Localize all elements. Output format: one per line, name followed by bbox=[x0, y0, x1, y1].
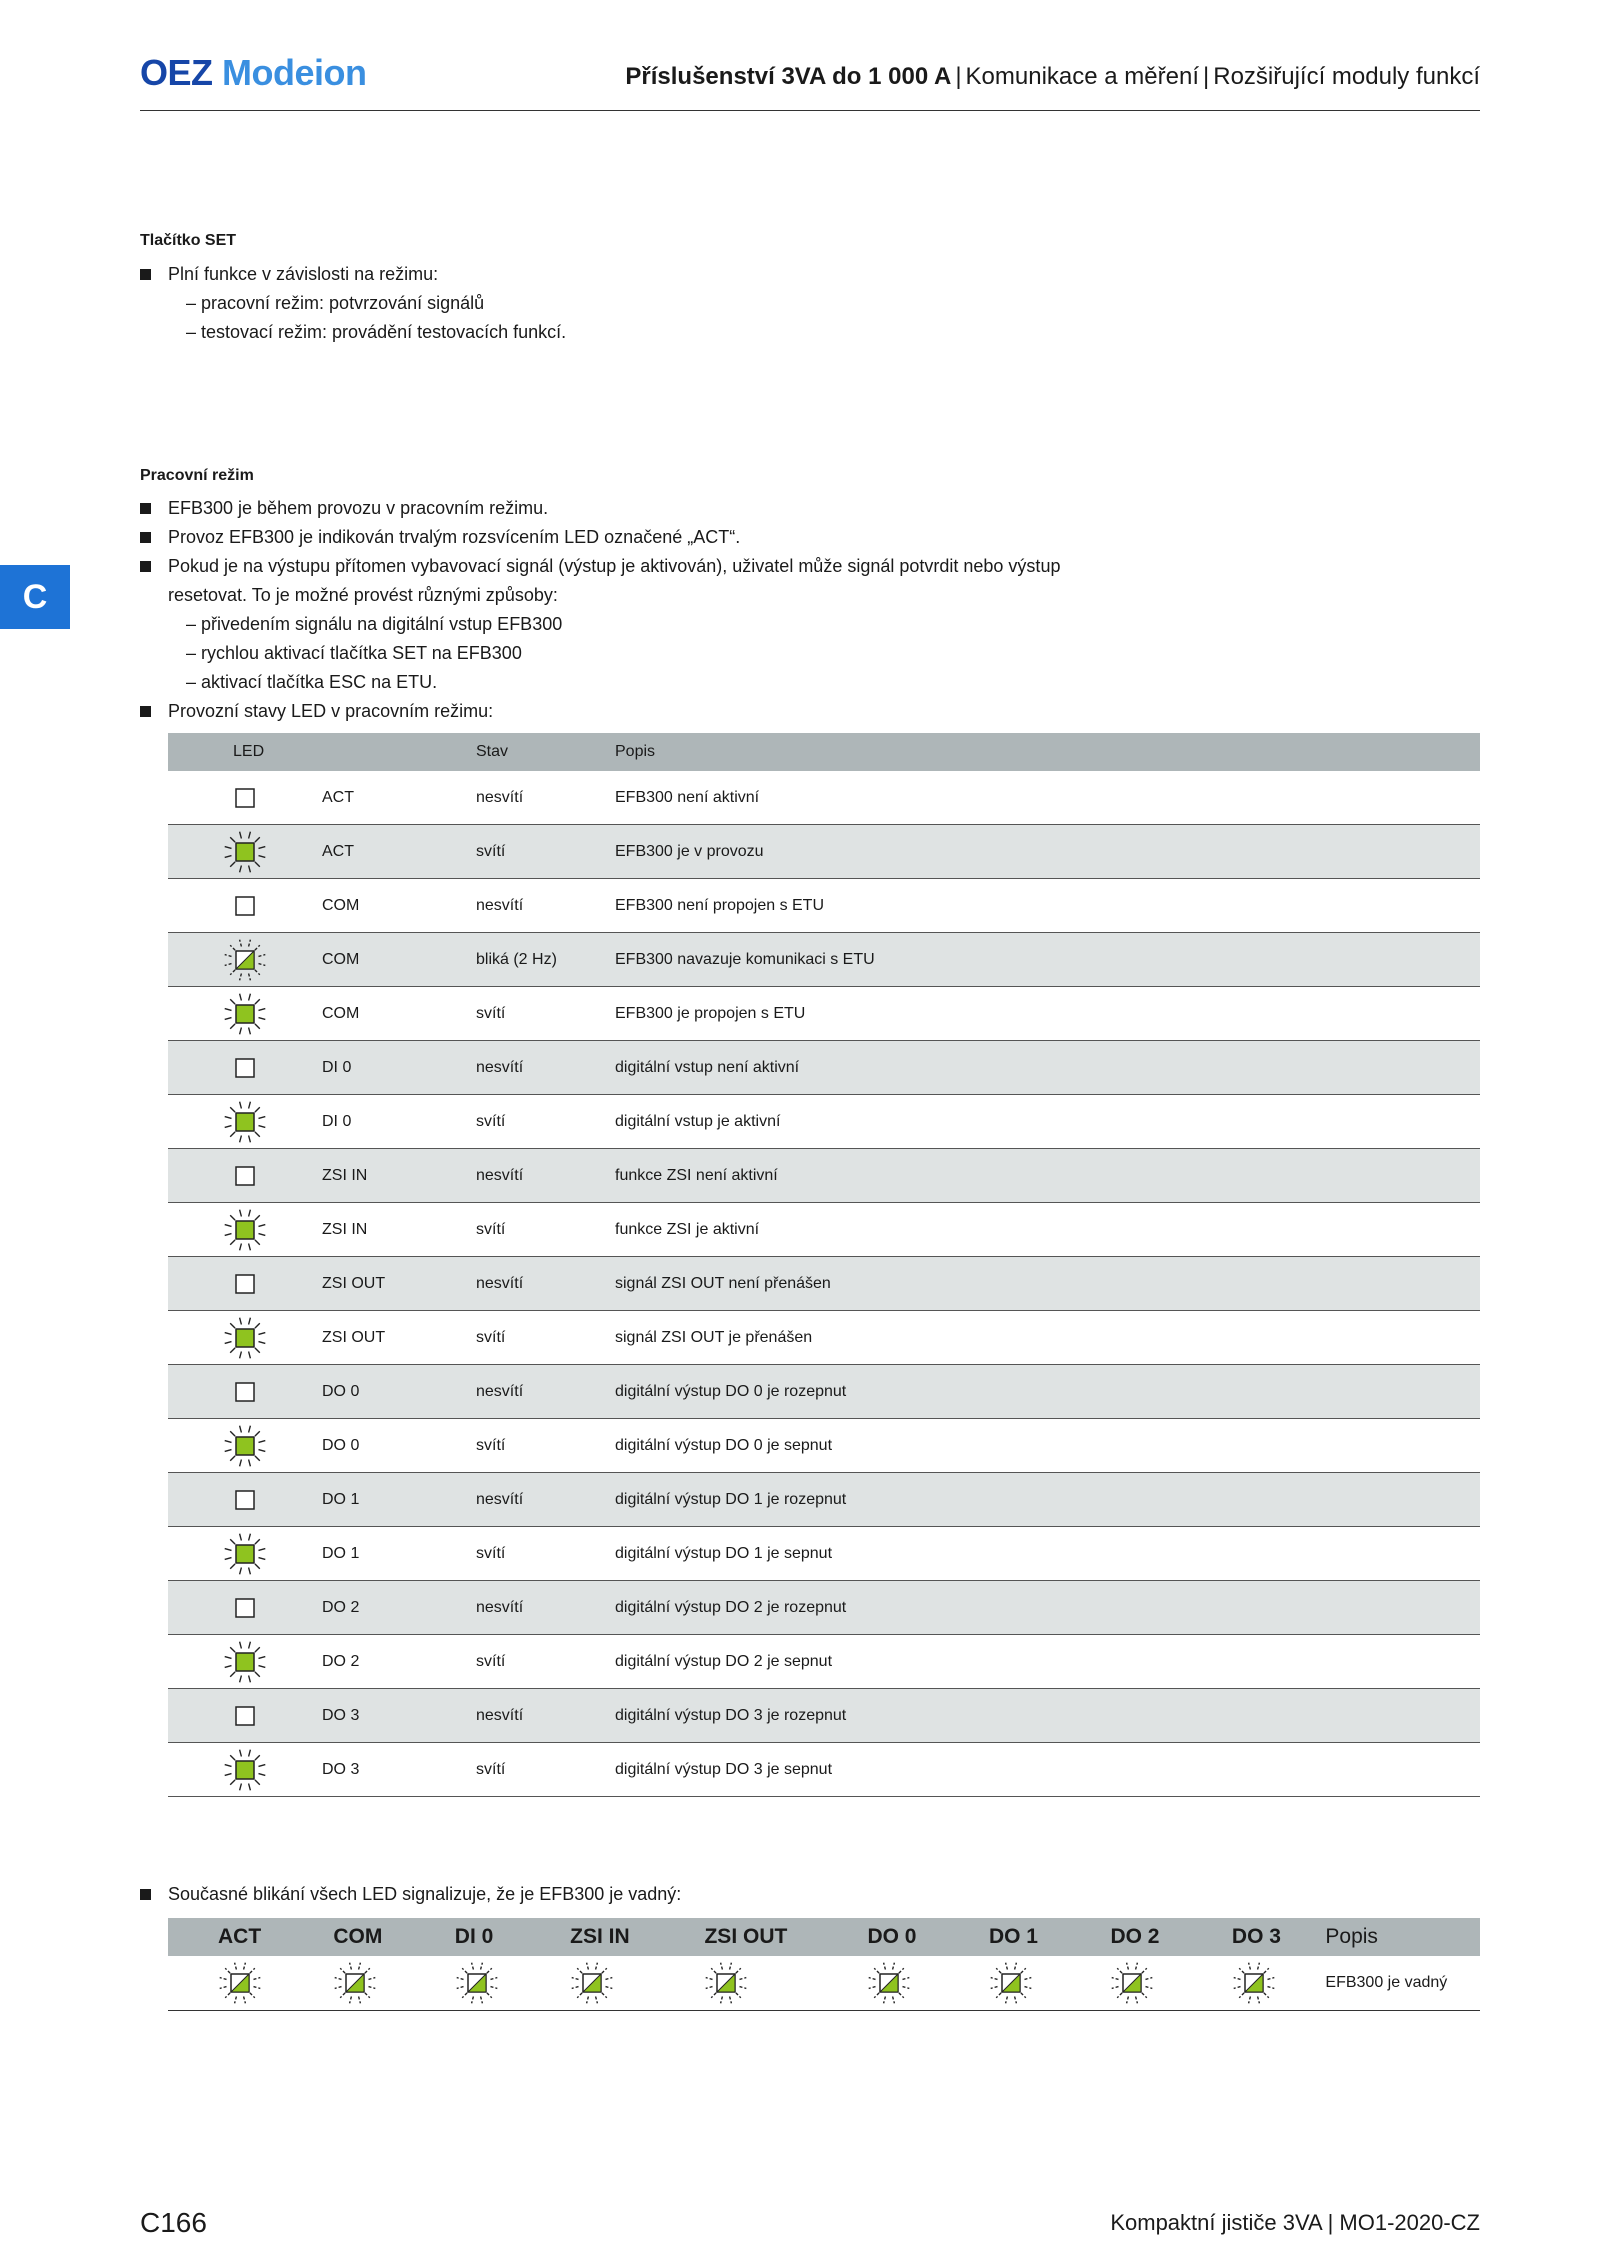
table-row bbox=[168, 1956, 1480, 2011]
led-desc-cell: digitální výstup DO 3 je sepnut bbox=[615, 1743, 1480, 1797]
led-desc-cell: digitální výstup DO 0 je sepnut bbox=[615, 1419, 1480, 1473]
logo-oez: OEZ bbox=[140, 52, 213, 93]
footer-doc-id: Kompaktní jističe 3VA | MO1-2020-CZ bbox=[1110, 2210, 1480, 2235]
led-off-icon bbox=[168, 1365, 322, 1419]
led-name-cell: COM bbox=[322, 933, 476, 987]
led-state-cell: svítí bbox=[476, 1743, 615, 1797]
table-row bbox=[168, 1365, 1480, 1419]
fault-section-list bbox=[140, 1880, 681, 1909]
led-off-icon bbox=[168, 1041, 322, 1095]
led-desc-cell: digitální výstup DO 1 je sepnut bbox=[615, 1527, 1480, 1581]
led-table-body bbox=[168, 771, 1480, 1797]
led-name-cell: ZSI IN bbox=[322, 1149, 476, 1203]
led-state-cell: svítí bbox=[476, 1095, 615, 1149]
col-header-stav: Stav bbox=[476, 733, 615, 771]
led-name-cell: ZSI OUT bbox=[322, 1257, 476, 1311]
led-state-cell: svítí bbox=[476, 1419, 615, 1473]
led-on-icon bbox=[168, 825, 322, 879]
set-section-list bbox=[140, 260, 566, 347]
led-state-cell: bliká (2 Hz) bbox=[476, 933, 615, 987]
led-desc-cell: EFB300 není propojen s ETU bbox=[615, 879, 1480, 933]
led-state-cell: nesvítí bbox=[476, 1257, 615, 1311]
led-desc-cell: digitální výstup DO 3 je rozepnut bbox=[615, 1689, 1480, 1743]
table-row bbox=[168, 1311, 1480, 1365]
list-item: Plní funkce v závislosti na režimu: bbox=[140, 260, 566, 289]
led-state-cell: svítí bbox=[476, 1203, 615, 1257]
list-item: – testovací režim: provádění testovacích funkcí. bbox=[186, 322, 567, 342]
led-state-cell: nesvítí bbox=[476, 771, 615, 825]
list-item: – aktivací tlačítka ESC na ETU. bbox=[186, 672, 438, 692]
led-name-cell: DO 2 bbox=[322, 1581, 476, 1635]
fault-col-header: DO 1 bbox=[939, 1918, 1060, 1956]
led-name-cell: DO 3 bbox=[322, 1689, 476, 1743]
led-name-cell: COM bbox=[322, 879, 476, 933]
header-sep-1: | bbox=[955, 63, 962, 90]
led-desc-cell: digitální vstup je aktivní bbox=[615, 1095, 1480, 1149]
table-row bbox=[168, 1419, 1480, 1473]
led-off-icon bbox=[168, 879, 322, 933]
table-row bbox=[168, 1689, 1480, 1743]
fault-col-header: DO 2 bbox=[1060, 1918, 1181, 1956]
led-state-cell: svítí bbox=[476, 1527, 615, 1581]
fault-col-header: DO 0 bbox=[817, 1918, 938, 1956]
led-desc-cell: EFB300 není aktivní bbox=[615, 771, 1480, 825]
set-section-title: Tlačítko SET bbox=[140, 232, 237, 249]
led-blink-icon bbox=[520, 1956, 654, 2011]
table-row bbox=[168, 1257, 1480, 1311]
page-header bbox=[140, 52, 1480, 111]
led-desc-cell: digitální výstup DO 0 je rozepnut bbox=[615, 1365, 1480, 1419]
led-name-cell: ACT bbox=[322, 771, 476, 825]
fault-col-header: COM bbox=[283, 1918, 404, 1956]
led-states-table bbox=[168, 733, 1480, 1797]
table-row bbox=[168, 1527, 1480, 1581]
led-state-cell: nesvítí bbox=[476, 1473, 615, 1527]
col-header-popis: Popis bbox=[615, 733, 1480, 771]
work-section-list bbox=[140, 494, 1060, 726]
led-on-icon bbox=[168, 987, 322, 1041]
led-desc-cell: digitální výstup DO 1 je rozepnut bbox=[615, 1473, 1480, 1527]
table-row bbox=[168, 1095, 1480, 1149]
led-name-cell: ZSI IN bbox=[322, 1203, 476, 1257]
led-name-cell: ZSI OUT bbox=[322, 1311, 476, 1365]
led-desc-cell: EFB300 je propojen s ETU bbox=[615, 987, 1480, 1041]
header-title-main: Příslušenství 3VA do 1 000 A bbox=[625, 63, 952, 90]
led-off-icon bbox=[168, 1581, 322, 1635]
led-name-cell: DO 1 bbox=[322, 1527, 476, 1581]
led-name-cell: DO 2 bbox=[322, 1635, 476, 1689]
led-name-cell: ACT bbox=[322, 825, 476, 879]
col-header-led: LED bbox=[168, 733, 322, 771]
table-row bbox=[168, 825, 1480, 879]
table-row bbox=[168, 1149, 1480, 1203]
page-number: C166 bbox=[140, 2207, 207, 2238]
led-on-icon bbox=[168, 1635, 322, 1689]
led-name-cell: COM bbox=[322, 987, 476, 1041]
led-on-icon bbox=[168, 1419, 322, 1473]
fault-desc-cell: EFB300 je vadný bbox=[1303, 1956, 1480, 2011]
led-desc-cell: signál ZSI OUT není přenášen bbox=[615, 1257, 1480, 1311]
logo-modeion: Modeion bbox=[222, 52, 367, 93]
led-state-cell: nesvítí bbox=[476, 1581, 615, 1635]
led-blink-icon bbox=[405, 1956, 520, 2011]
led-desc-cell: funkce ZSI není aktivní bbox=[615, 1149, 1480, 1203]
table-row bbox=[168, 1581, 1480, 1635]
table-row bbox=[168, 879, 1480, 933]
led-state-cell: svítí bbox=[476, 1311, 615, 1365]
led-state-cell: nesvítí bbox=[476, 1149, 615, 1203]
led-blink-icon bbox=[939, 1956, 1060, 2011]
table-header-row bbox=[168, 733, 1480, 771]
led-name-cell: DO 3 bbox=[322, 1743, 476, 1797]
fault-col-header-desc: Popis bbox=[1303, 1918, 1480, 1956]
table-row bbox=[168, 1041, 1480, 1095]
list-item: EFB300 je během provozu v pracovním režimu. bbox=[140, 494, 1060, 523]
led-state-cell: nesvítí bbox=[476, 1365, 615, 1419]
list-item: – přivedením signálu na digitální vstup EFB300 bbox=[186, 614, 563, 634]
led-desc-cell: funkce ZSI je aktivní bbox=[615, 1203, 1480, 1257]
chapter-tab: C bbox=[0, 565, 70, 629]
led-on-icon bbox=[168, 1203, 322, 1257]
fault-col-header: ACT bbox=[168, 1918, 283, 1956]
header-sep-2: | bbox=[1203, 63, 1210, 90]
led-desc-cell: digitální výstup DO 2 je rozepnut bbox=[615, 1581, 1480, 1635]
led-desc-cell: digitální vstup není aktivní bbox=[615, 1041, 1480, 1095]
led-desc-cell: EFB300 je v provozu bbox=[615, 825, 1480, 879]
fault-col-header: DO 3 bbox=[1182, 1918, 1303, 1956]
led-off-icon bbox=[168, 1149, 322, 1203]
led-blink-icon bbox=[1182, 1956, 1303, 2011]
table-row bbox=[168, 1473, 1480, 1527]
header-title-part2: Komunikace a měření bbox=[965, 63, 1199, 90]
led-state-cell: nesvítí bbox=[476, 1689, 615, 1743]
work-section-title: Pracovní režim bbox=[140, 467, 254, 484]
led-state-cell: svítí bbox=[476, 987, 615, 1041]
list-item: Provozní stavy LED v pracovním režimu: bbox=[140, 697, 1060, 726]
led-state-cell: nesvítí bbox=[476, 879, 615, 933]
table-row bbox=[168, 933, 1480, 987]
led-desc-cell: digitální výstup DO 2 je sepnut bbox=[615, 1635, 1480, 1689]
led-state-cell: svítí bbox=[476, 825, 615, 879]
led-state-cell: svítí bbox=[476, 1635, 615, 1689]
table-row bbox=[168, 987, 1480, 1041]
table-row bbox=[168, 1203, 1480, 1257]
fault-table bbox=[168, 1918, 1480, 2011]
led-name-cell: DI 0 bbox=[322, 1095, 476, 1149]
list-item: Provoz EFB300 je indikován trvalým rozsvícením LED označené „ACT“. bbox=[140, 523, 1060, 552]
led-blink-icon bbox=[283, 1956, 404, 2011]
led-blink-icon bbox=[168, 933, 322, 987]
table-row bbox=[168, 771, 1480, 825]
led-blink-icon bbox=[1060, 1956, 1181, 2011]
list-item: – pracovní režim: potvrzování signálů bbox=[186, 293, 485, 313]
led-name-cell: DO 0 bbox=[322, 1365, 476, 1419]
led-desc-cell: EFB300 navazuje komunikaci s ETU bbox=[615, 933, 1480, 987]
led-on-icon bbox=[168, 1311, 322, 1365]
col-header-blank bbox=[322, 733, 476, 771]
led-on-icon bbox=[168, 1095, 322, 1149]
list-item: – rychlou aktivací tlačítka SET na EFB300 bbox=[186, 643, 522, 663]
led-blink-icon bbox=[654, 1956, 817, 2011]
fault-col-header: ZSI IN bbox=[520, 1918, 654, 1956]
led-off-icon bbox=[168, 1473, 322, 1527]
header-title-part3: Rozšiřující moduly funkcí bbox=[1213, 63, 1480, 90]
led-off-icon bbox=[168, 1257, 322, 1311]
header-title bbox=[625, 63, 1480, 91]
table-row bbox=[168, 1743, 1480, 1797]
led-on-icon bbox=[168, 1527, 322, 1581]
logo bbox=[140, 52, 367, 94]
led-desc-cell: signál ZSI OUT je přenášen bbox=[615, 1311, 1480, 1365]
table-row bbox=[168, 1635, 1480, 1689]
list-item: resetovat. To je možné provést různými způsoby: bbox=[168, 585, 558, 605]
led-on-icon bbox=[168, 1743, 322, 1797]
list-item: Současné blikání všech LED signalizuje, že je EFB300 je vadný: bbox=[140, 1880, 681, 1909]
led-name-cell: DO 0 bbox=[322, 1419, 476, 1473]
led-name-cell: DI 0 bbox=[322, 1041, 476, 1095]
fault-col-header: ZSI OUT bbox=[654, 1918, 817, 1956]
led-blink-icon bbox=[168, 1956, 283, 2011]
led-off-icon bbox=[168, 1689, 322, 1743]
list-item: Pokud je na výstupu přítomen vybavovací signál (výstup je aktivován), uživatel může signál potvrdit nebo výstup bbox=[140, 552, 1060, 581]
led-state-cell: nesvítí bbox=[476, 1041, 615, 1095]
led-off-icon bbox=[168, 771, 322, 825]
led-blink-icon bbox=[817, 1956, 938, 2011]
fault-col-header: DI 0 bbox=[405, 1918, 520, 1956]
led-name-cell: DO 1 bbox=[322, 1473, 476, 1527]
table-header-row bbox=[168, 1918, 1480, 1956]
